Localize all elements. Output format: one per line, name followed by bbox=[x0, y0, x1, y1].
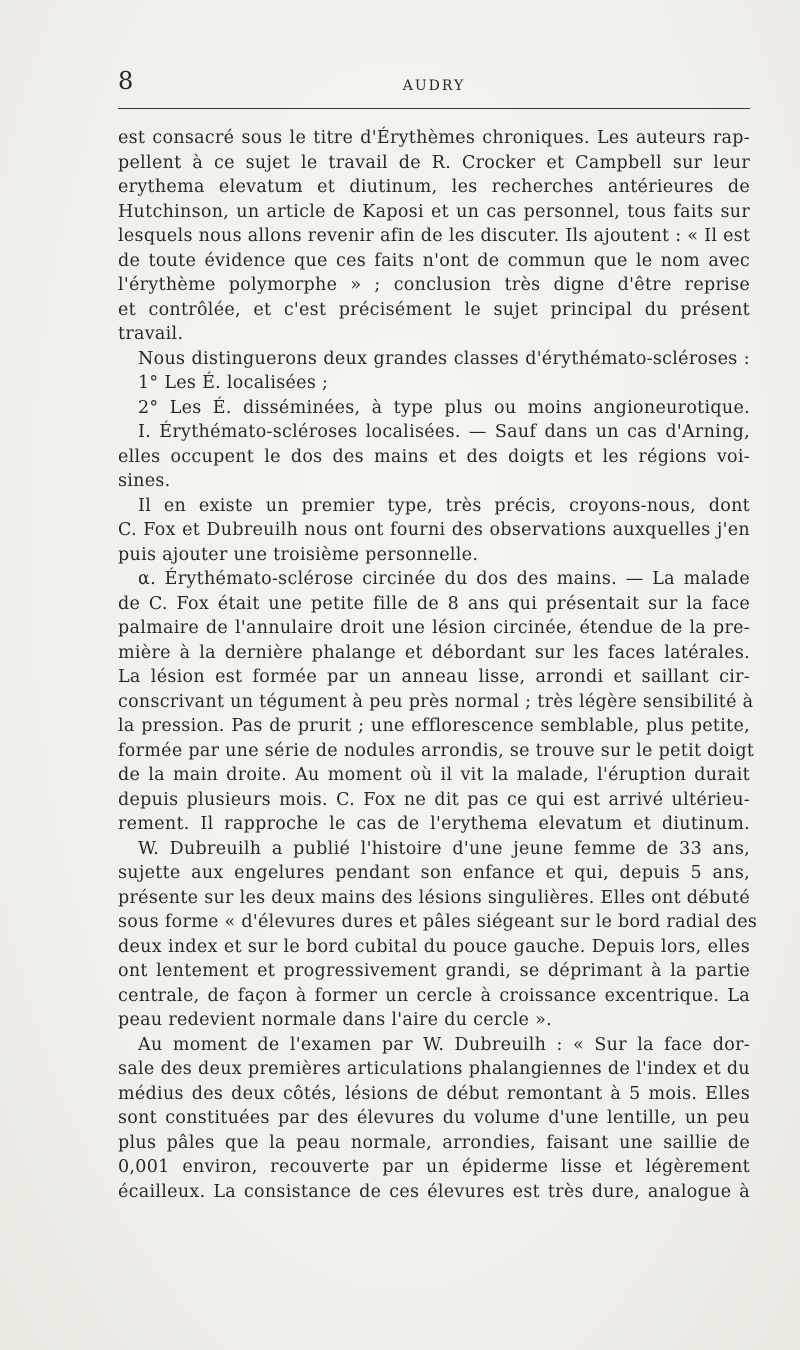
text-line: sale des deux premières articulations phalangiennes de l'index et du bbox=[118, 1059, 750, 1079]
text-line: sous forme « d'élevures dures et pâles siégeant sur le bord radial des bbox=[118, 912, 758, 932]
text-line: 2° Les É. disséminées, à type plus ou moins angioneurotique. bbox=[138, 397, 750, 418]
text-line: Au moment de l'examen par W. Dubreuilh : « Sur la face dor- bbox=[138, 1034, 750, 1055]
text-line: Hutchinson, un article de Kaposi et un cas personnel, tous faits sur bbox=[118, 201, 750, 222]
text-line: W. Dubreuilh a publié l'histoire d'une jeune femme de 33 ans, bbox=[138, 838, 750, 859]
page-header bbox=[118, 66, 750, 102]
text-line: sujette aux engelures pendant son enfance et qui, depuis 5 ans, bbox=[118, 863, 750, 883]
text-line: mière à la dernière phalange et débordant sur les faces latérales. bbox=[118, 642, 750, 663]
text-line: conscrivant un tégument à peu près normal ; très légère sensibilité à bbox=[118, 691, 754, 712]
text-line: travail. bbox=[118, 324, 184, 344]
text-line: depuis plusieurs mois. C. Fox ne dit pas ce qui est arrivé ultérieu- bbox=[118, 789, 750, 810]
text-line: α. Érythémato-sclérose circinée du dos des mains. — La malade bbox=[138, 569, 750, 589]
text-line: et contrôlée, et c'est précisément le sujet principal du présent bbox=[118, 299, 750, 320]
text-line: médius des deux côtés, lésions de début remontant à 5 mois. Elles bbox=[118, 1083, 750, 1104]
text-line: rement. Il rapproche le cas de l'erythema elevatum et diutinum. bbox=[118, 814, 750, 834]
text-line: 1° Les É. localisées ; bbox=[138, 373, 329, 393]
text-line: La lésion est formée par un anneau lisse, arrondi et saillant cir- bbox=[118, 667, 750, 687]
text-line: palmaire de l'annulaire droit une lésion circinée, étendue de la pre- bbox=[118, 618, 750, 638]
header-rule bbox=[118, 108, 750, 109]
text-line: 0,001 environ, recouverte par un épiderme lisse et légèrement bbox=[118, 1157, 750, 1177]
text-line: centrale, de façon à former un cercle à croissance excentrique. La bbox=[118, 985, 750, 1006]
text-line: Nous distinguerons deux grandes classes d'érythémato-scléroses : bbox=[138, 348, 750, 369]
text-line: présente sur les deux mains des lésions singulières. Elles ont débuté bbox=[118, 887, 750, 908]
text-line: I. Érythémato-scléroses localisées. — Sauf dans un cas d'Arning, bbox=[138, 422, 750, 442]
text-line: sont constituées par des élevures du volume d'une lentille, un peu bbox=[118, 1108, 750, 1128]
text-line: erythema elevatum et diutinum, les recherches antérieures de bbox=[118, 177, 750, 197]
text-line: l'érythème polymorphe » ; conclusion très digne d'être reprise bbox=[118, 275, 750, 295]
running-head: AUDRY bbox=[402, 78, 466, 94]
text-line: de toute évidence que ces faits n'ont de commun que le nom avec bbox=[118, 250, 750, 271]
text-line: Il en existe un premier type, très précis, croyons-nous, dont bbox=[138, 495, 750, 516]
text-line: deux index et sur le bord cubital du pouce gauche. Depuis lors, elles bbox=[118, 936, 750, 957]
text-line: lesquels nous allons revenir afin de les discuter. Ils ajoutent : « Il est bbox=[118, 226, 751, 246]
text-line: de C. Fox était une petite fille de 8 ans qui présentait sur la face bbox=[118, 593, 750, 614]
page-number: 8 bbox=[118, 67, 134, 95]
text-line: elles occupent le dos des mains et des doigts et les régions voi- bbox=[118, 446, 750, 467]
text-line: de la main droite. Au moment où il vit la malade, l'éruption durait bbox=[118, 765, 750, 785]
text-line: ont lentement et progressivement grandi, se déprimant à la partie bbox=[118, 961, 750, 981]
text-line: formée par une série de nodules arrondis, se trouve sur le petit doigt bbox=[118, 740, 755, 761]
text-line: sines. bbox=[118, 471, 171, 491]
text-line: est consacré sous le titre d'Érythèmes chroniques. Les auteurs rap- bbox=[118, 128, 750, 148]
text-line: pellent à ce sujet le travail de R. Crocker et Campbell sur leur bbox=[118, 152, 750, 173]
text-line: peau redevient normale dans l'aire du cercle ». bbox=[118, 1010, 552, 1030]
text-line: puis ajouter une troisième personnelle. bbox=[118, 544, 479, 565]
text-line: écailleux. La consistance de ces élevures est très dure, analogue à bbox=[118, 1181, 750, 1202]
text-line: C. Fox et Dubreuilh nous ont fourni des observations auxquelles j'en bbox=[118, 520, 750, 540]
text-line: plus pâles que la peau normale, arrondies, faisant une saillie de bbox=[118, 1132, 750, 1153]
text-line: la pression. Pas de prurit ; une efflorescence semblable, plus petite, bbox=[118, 716, 750, 736]
body-text bbox=[118, 126, 758, 1204]
